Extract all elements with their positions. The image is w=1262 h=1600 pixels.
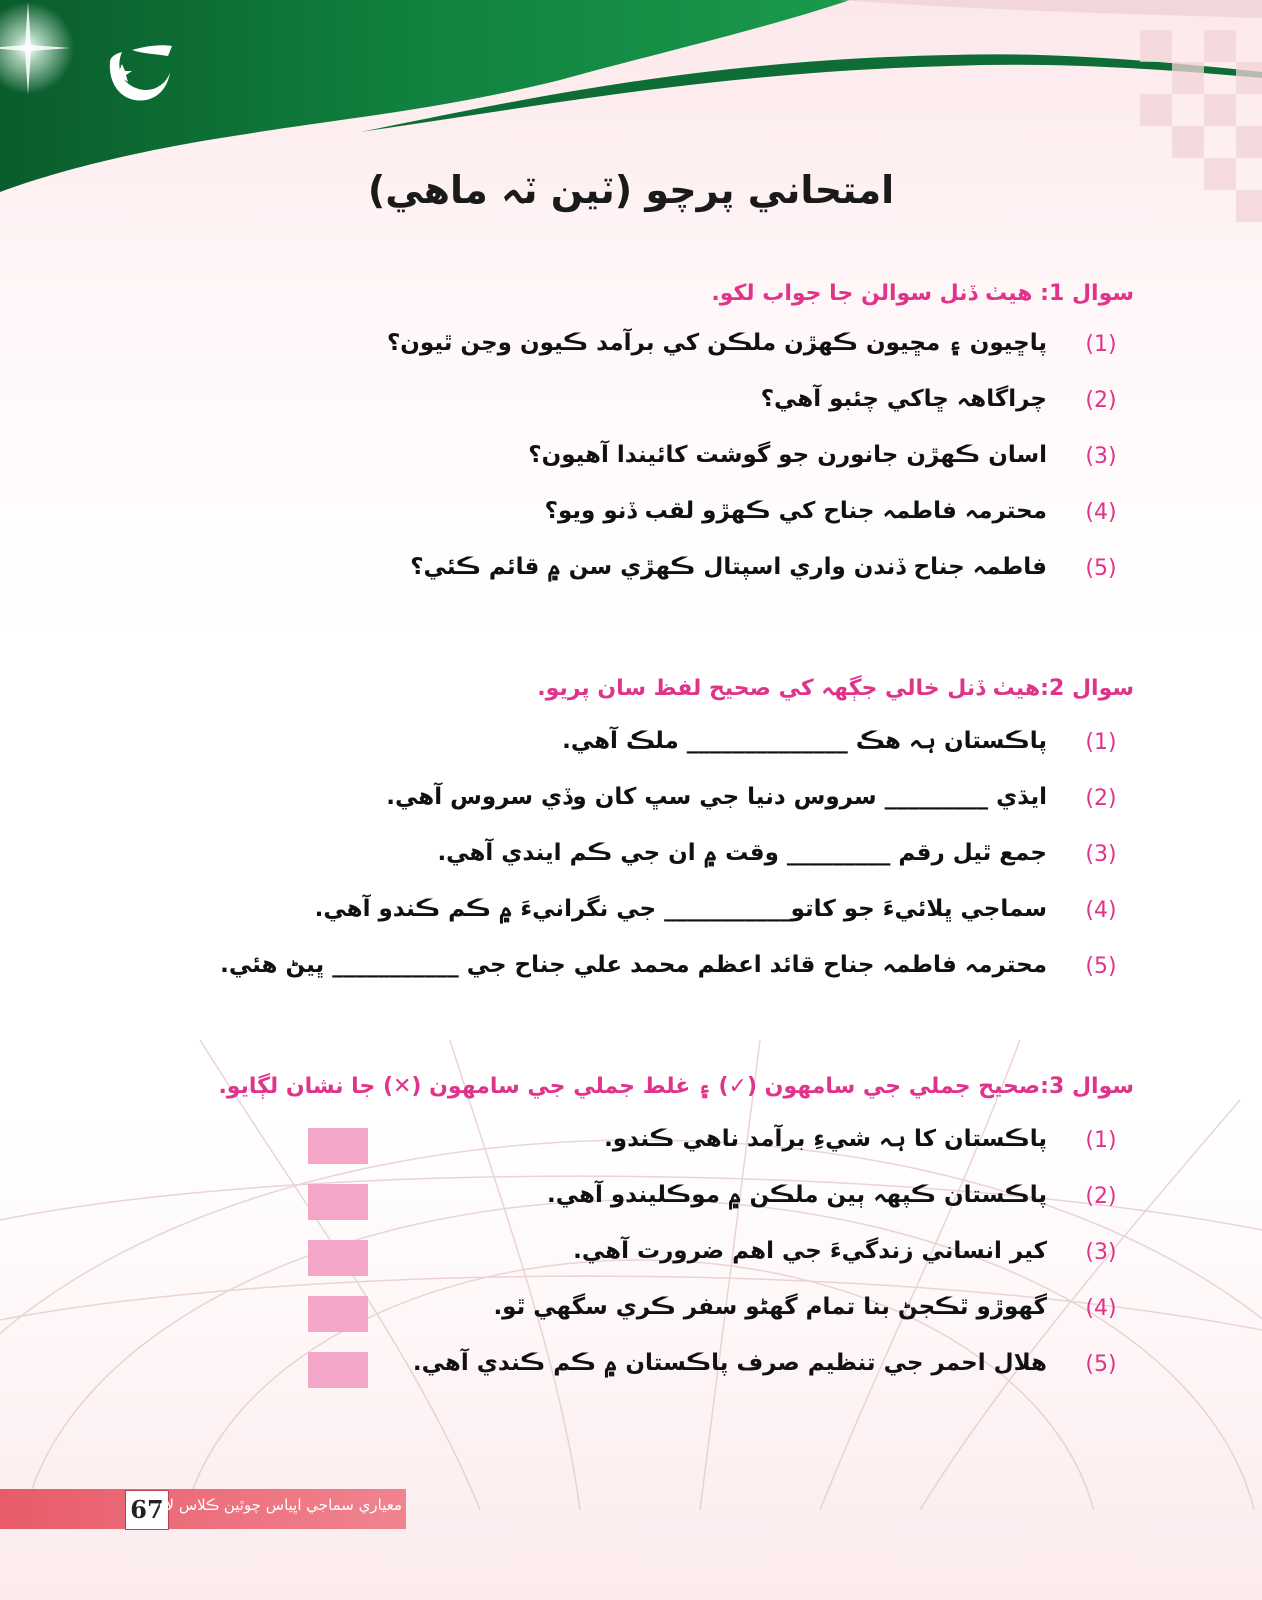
section-3-heading: سوال 3:صحيح جملي جي سامهون (✓) ۽ غلط جملي جي سامهون (✕) جا نشان لڳايو. (218, 1074, 1134, 1099)
q1-item-5-number: (5) (1085, 556, 1117, 581)
q3-item-2-answer-box[interactable] (308, 1184, 368, 1220)
q3-item-1-answer-box[interactable] (308, 1128, 368, 1164)
q3-item-4-answer-box[interactable] (308, 1296, 368, 1332)
q1-item-4-text: محترمہ فاطمہ جناح کي ڪهڙو لقب ڏنو ويو؟ (544, 498, 1047, 524)
q3-item-3-text: کير انساني زندگيءَ جي اهم ضرورت آهي. (573, 1238, 1047, 1264)
q1-item-3-number: (3) (1085, 444, 1117, 469)
q2-item-3-number: (3) (1085, 842, 1117, 867)
section-1-heading: سوال 1: هيٺ ڏنل سوالن جا جواب لکو. (711, 281, 1134, 306)
q1-item-1-text: پاڇيون ۽ مڇيون ڪهڙن ملڪن کي برآمد ڪيون وڃن ٿيون؟ (386, 330, 1047, 356)
background-globe (0, 1040, 1262, 1510)
q2-item-1-text: پاڪستان ہہ هڪ ______________ ملڪ آهي. (562, 728, 1047, 754)
q1-item-2-number: (2) (1085, 388, 1117, 413)
q3-item-5-text: هلال احمر جي تنظيم صرف پاڪستان ۾ ڪم ڪندي آهي. (412, 1350, 1047, 1376)
section-2-heading: سوال 2:هيٺ ڏنل خالي جڳهہ کي صحيح لفظ سان پريو. (537, 676, 1134, 701)
q3-item-1-number: (1) (1085, 1128, 1117, 1153)
footer-book-title: معياري سماجي اڀياس چوٿين ڪلاس لاءِ (158, 1496, 402, 1514)
page-number: 67 (125, 1490, 169, 1530)
q2-item-5-number: (5) (1085, 954, 1117, 979)
q3-item-5-number: (5) (1085, 1352, 1117, 1377)
q2-item-4-number: (4) (1085, 898, 1117, 923)
q3-item-3-number: (3) (1085, 1240, 1117, 1265)
q1-item-4-number: (4) (1085, 500, 1117, 525)
q3-item-4-text: گهوڙو ٿڪجڻ بنا تمام گهڻو سفر ڪري سگهي ٿو. (493, 1294, 1047, 1320)
q2-item-4-text: سماجي ڀلائيءَ جو کاتو___________ جي نگرانيءَ ۾ ڪم ڪندو آهي. (314, 896, 1047, 922)
q2-item-3-text: جمع ٿيل رقم _________ وقت ۾ ان جي ڪم ايندي آهي. (437, 840, 1047, 866)
q2-item-2-text: ايڌي _________ سروس دنيا جي سڀ کان وڏي سروس آهي. (386, 784, 1047, 810)
q3-item-1-text: پاڪستان کا ہہ شيءِ برآمد ناهي ڪندو. (604, 1126, 1047, 1152)
q3-item-4-number: (4) (1085, 1296, 1117, 1321)
page-title: امتحاني پرچو (ٽين ٽہ ماهي) (367, 168, 895, 212)
q1-item-3-text: اسان ڪهڙن جانورن جو گوشت کائيندا آهيون؟ (528, 442, 1047, 468)
q2-item-5-text: محترمہ فاطمہ جناح قائد اعظم محمد علي جناح جي ___________ ڀيڻ هئي. (220, 952, 1047, 978)
q3-item-2-text: پاڪستان ڪپهہ ٻين ملڪن ۾ موڪليندو آهي. (547, 1182, 1047, 1208)
q1-item-5-text: فاطمہ جناح ڏندن واري اسپتال ڪهڙي سن ۾ قائم ڪئي؟ (410, 554, 1047, 580)
q3-item-2-number: (2) (1085, 1184, 1117, 1209)
header-banner (0, 0, 1262, 280)
q2-item-2-number: (2) (1085, 786, 1117, 811)
q1-item-2-text: چراگاهہ ڇاکي چئبو آهي؟ (760, 386, 1047, 412)
q1-item-1-number: (1) (1085, 332, 1117, 357)
q3-item-3-answer-box[interactable] (308, 1240, 368, 1276)
q2-item-1-number: (1) (1085, 730, 1117, 755)
q3-item-5-answer-box[interactable] (308, 1352, 368, 1388)
